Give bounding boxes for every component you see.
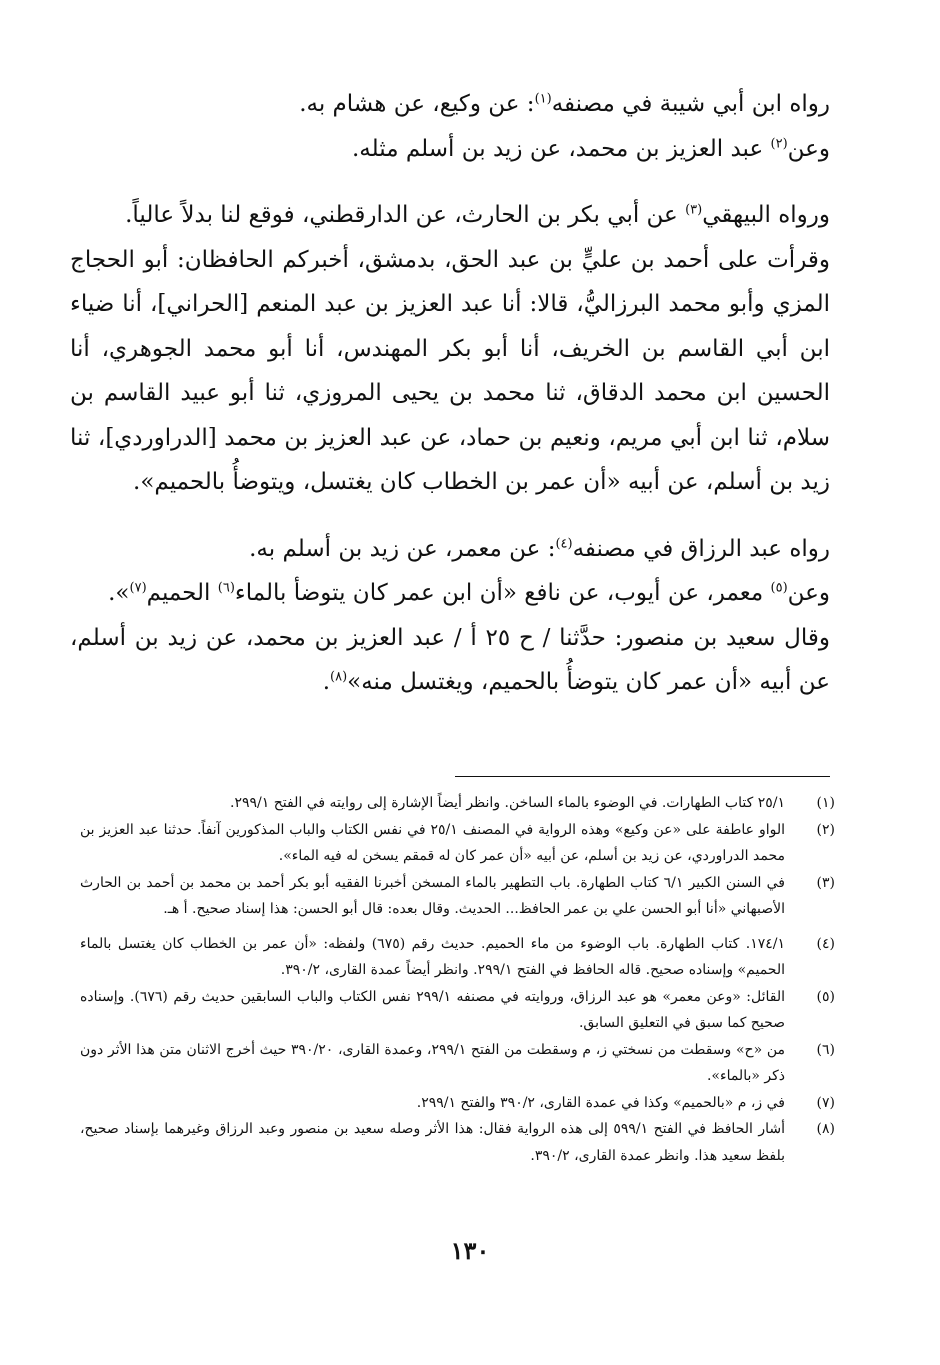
paragraph-2: [70, 193, 830, 238]
footnote-number: (٨): [816, 1121, 835, 1137]
footnote-3: [80, 870, 835, 923]
paragraph-3: [70, 238, 830, 505]
footnote-text: في السنن الكبير ٦/١ كتاب الطهارة. باب التطهير بالماء المسخن أخبرنا الفقيه أبو بكر أحمد بن محمد بن أحمد بن الحارث الأصبهاني «أنا أبو الحسن علي بن عمر الحافظ... الحديث. وقال بعده: قال أبو الحسن: هذا إسناد صحيح. أ هـ.: [80, 874, 785, 917]
paragraph-4: [70, 527, 830, 616]
text: : عن وكيع، عن هشام به.: [299, 91, 535, 117]
text: : عن معمر، عن زيد بن أسلم به.: [249, 535, 556, 562]
footnote-ref-4[interactable]: (٤): [555, 535, 573, 551]
footnote-5: [80, 984, 835, 1037]
footnote-ref-1[interactable]: (١): [534, 91, 552, 107]
text: وعن: [787, 135, 830, 162]
footnote-ref-2[interactable]: (٢): [770, 135, 788, 151]
footnote-ref-8[interactable]: (٨): [330, 669, 348, 685]
footnote-ref-6[interactable]: (٦): [217, 580, 235, 596]
paragraph-1: [70, 82, 830, 171]
footnote-number: (٤): [816, 935, 835, 952]
footnote-ref-7[interactable]: (٧): [129, 580, 147, 596]
footnote-2: [80, 817, 835, 870]
text: معمر، عن أيوب، عن نافع «أن ابن عمر كان يتوضأ بالماء: [234, 580, 771, 606]
text: وعن: [787, 580, 830, 606]
main-text: [70, 82, 830, 705]
text: ».: [108, 580, 130, 606]
footnote-1: [80, 790, 835, 817]
footnote-number: (٦): [816, 1041, 835, 1058]
footnote-ref-5[interactable]: (٥): [770, 580, 788, 596]
footnote-8: [80, 1116, 835, 1169]
paragraph-5: [70, 616, 830, 705]
footnote-text: من «ح» وسقطت من نسختي ز، م وسقطت من الفتح ٢٩٩/١، وعمدة القارى، ٣٩٠/٢٠ حيث أخرج الاثنان متن هذا الأثر دون ذكر «بالماء».: [80, 1041, 785, 1084]
footnote-number: (٣): [816, 874, 835, 891]
page-number: ١٣٠: [450, 1236, 490, 1265]
text: عبد العزيز بن محمد، عن زيد بن أسلم مثله.: [352, 135, 771, 162]
footnote-text: الواو عاطفة على «عن وكيع» وهذه الرواية في المصنف ٢٥/١ في نفس الكتاب والباب المذكورين آنفاً. حدثنا عبد العزيز بن محمد الدراوردي، عن زيد بن أسلم، عن أبيه «أن عمر كان له قمقم يسخن له فيه الماء».: [80, 821, 785, 864]
footnote-text: ١٧٤/١. كتاب الطهارة. باب الوضوء من ماء الحميم. حديث رقم (٦٧٥) ولفظه: «أن عمر بن الخطاب كان يغتسل بالماء الحميم» وإسناده صحيح. قاله الحافظ في الفتح ٢٩٩/١. وانظر أيضاً عمدة القارى، ٣٩٠/٢.: [80, 935, 785, 978]
text: ورواه البيهقي: [702, 202, 830, 228]
footnote-ref-3[interactable]: (٣): [685, 202, 703, 218]
footnote-number: (٥): [816, 988, 835, 1005]
text: الحميم: [146, 580, 218, 606]
footnote-separator: [455, 776, 830, 777]
footnote-text: في ز، م «بالحميم» وكذا في عمدة القارى، ٣٩٠/٢ والفتح ٢٩٩/١.: [416, 1094, 785, 1111]
footnote-4: [80, 931, 835, 984]
footnote-6: [80, 1037, 835, 1090]
footnote-number: (١): [816, 795, 835, 811]
footnotes: [80, 790, 835, 1169]
text: وقرأت على أحمد بن عليٍّ بن عبد الحق، بدمشق، أخبركم الحافظان: أبو الحجاج المزي وأبو محمد البرزاليُّ، قالا: أنا عبد العزيز بن عبد المنعم [الحراني]، أنا ضياء ابن أبي القاسم بن الخريف، أنا أبو بكر المهندس، أنا أبو محمد الجوهري، أنا الحسين ابن محمد الدقاق، ثنا محمد بن يحيى المروزي، ثنا أبو عبيد القاسم بن سلام، ثنا ابن أبي مريم، ونعيم بن حماد، عن عبد العزيز بن محمد [الدراوردي]، ثنا زيد بن أسلم، عن أبيه «أن عمر بن الخطاب كان يغتسل، ويتوضأُ بالحميم».: [70, 246, 830, 495]
text: رواه ابن أبي شيبة في مصنفه: [551, 91, 830, 117]
footnote-number: (٧): [816, 1094, 835, 1111]
text: وقال سعيد بن منصور: حدَّثنا / ح ٢٥ أ / عبد العزيز بن محمد، عن زيد بن أسلم، عن أبيه «أن عمر كان يتوضأُ بالحميم، ويغتسل منه»: [70, 624, 830, 695]
text: عن أبي بكر بن الحارث، عن الدارقطني، فوقع لنا بدلاً عالياً.: [125, 202, 686, 228]
footnote-number: (٢): [816, 821, 835, 838]
footnote-text: أشار الحافظ في الفتح ٥٩٩/١ إلى هذه الرواية فقال: هذا الأثر وصله سعيد بن منصور وعبد الرزاق وغيرهما بإسناد صحيح، بلفظ سعيد هذا. وانظر عمدة القارى، ٣٩٠/٢.: [80, 1121, 786, 1164]
footnote-7: [80, 1090, 835, 1117]
text: .: [322, 669, 331, 695]
footnote-text: القائل: «وعن معمر» هو عبد الرزاق، وروايته في مصنفه ٢٩٩/١ نفس الكتاب والباب السابقين حديث رقم (٦٧٦). وإسناده صحيح كما سبق في التعليق السابق.: [80, 988, 785, 1031]
footnote-text: ٢٥/١ كتاب الطهارات. في الوضوء بالماء الساخن. وانظر أيضاً الإشارة إلى روايته في الفتح ٢٩٩/١.: [230, 795, 785, 811]
text: رواه عبد الرزاق في مصنفه: [572, 535, 830, 562]
